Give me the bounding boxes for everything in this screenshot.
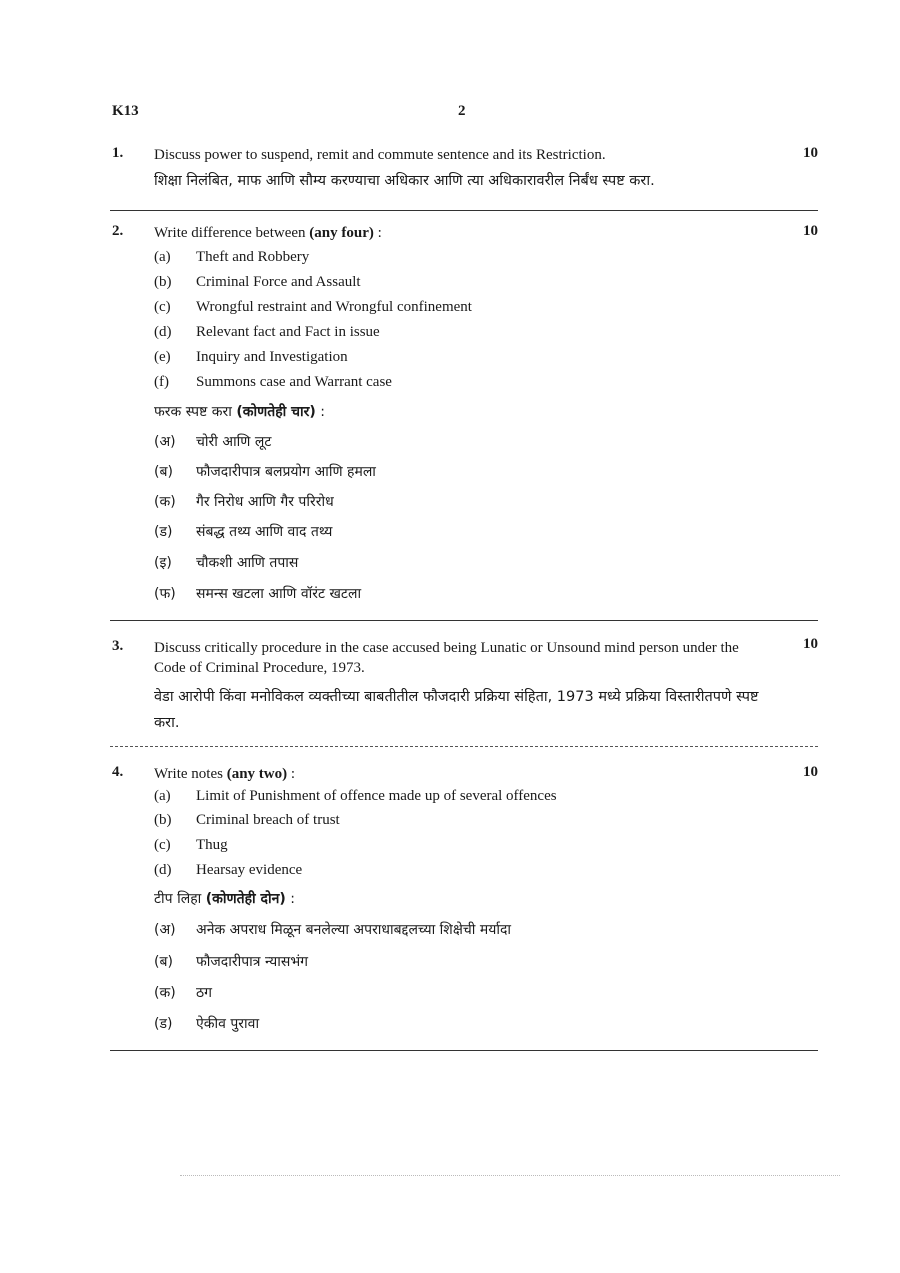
list-item: (b) Criminal breach of trust (154, 812, 340, 828)
divider (110, 1050, 818, 1051)
list-item: (d) Relevant fact and Fact in issue (154, 324, 380, 340)
list-item: (a) Theft and Robbery (154, 249, 310, 265)
list-item: (फ) समन्स खटला आणि वॉरंट खटला (154, 586, 362, 602)
question-4-number: 4. (112, 764, 124, 780)
list-item: (d) Hearsay evidence (154, 862, 303, 878)
list-item: (b) Criminal Force and Assault (154, 274, 361, 290)
list-item: (f) Summons case and Warrant case (154, 374, 392, 390)
question-4-marks: 10 (803, 764, 818, 780)
question-3-number: 3. (112, 638, 124, 654)
page-number: 2 (458, 103, 466, 119)
list-item: (अ) अनेक अपराध मिळून बनलेल्या अपराधाबद्दलच्या शिक्षेची मर्यादा (154, 922, 512, 938)
question-1-number: 1. (112, 145, 124, 161)
list-item: (a) Limit of Punishment of offence made up of several offences (154, 788, 557, 804)
list-item: (क) ठग (154, 985, 213, 1001)
list-item: (e) Inquiry and Investigation (154, 349, 348, 365)
list-item: (c) Thug (154, 837, 228, 853)
question-2-number: 2. (112, 223, 124, 239)
question-1-marks: 10 (803, 145, 818, 161)
list-item: (ड) ऐकीव पुरावा (154, 1016, 260, 1032)
divider (110, 620, 818, 621)
question-1-marathi: शिक्षा निलंबित, माफ आणि सौम्य करण्याचा अधिकार आणि त्या अधिकारावरील निर्बंध स्पष्ट करा. (154, 173, 655, 189)
list-item: (c) Wrongful restraint and Wrongful confinement (154, 299, 472, 315)
list-item: (ब) फौजदारीपात्र बलप्रयोग आणि हमला (154, 464, 376, 480)
question-2-marathi: फरक स्पष्ट करा (कोणतेही चार) : (154, 404, 325, 420)
list-item: (ड) संबद्ध तथ्य आणि वाद तथ्य (154, 524, 333, 540)
question-3-marks: 10 (803, 636, 818, 652)
question-2-english: Write difference between (any four) : (154, 225, 382, 241)
question-4-marathi: टीप लिहा (कोणतेही दोन) : (154, 891, 295, 907)
list-item: (इ) चौकशी आणि तपास (154, 555, 299, 571)
paper-code: K13 (112, 103, 139, 119)
divider (110, 746, 818, 747)
question-2-marks: 10 (803, 223, 818, 239)
list-item: (ब) फौजदारीपात्र न्यासभंग (154, 954, 309, 970)
question-3-english: Discuss critically procedure in the case accused being Lunatic or Unsound mind person under the Code of Criminal Procedure, 1973. (154, 640, 739, 676)
scan-artifact (180, 1175, 840, 1176)
list-item: (अ) चोरी आणि लूट (154, 434, 272, 450)
question-1-english: Discuss power to suspend, remit and commute sentence and its Restriction. (154, 147, 606, 163)
question-4-english: Write notes (any two) : (154, 766, 296, 782)
question-3-marathi: वेडा आरोपी किंवा मनोविकल व्यक्तीच्या बाबतीतील फौजदारी प्रक्रिया संहिता, 1973 मध्ये प्रक्रिया विस्तारीतपणे स्पष्ट करा. (154, 689, 759, 731)
list-item: (क) गैर निरोध आणि गैर परिरोध (154, 494, 334, 510)
divider (110, 210, 818, 211)
